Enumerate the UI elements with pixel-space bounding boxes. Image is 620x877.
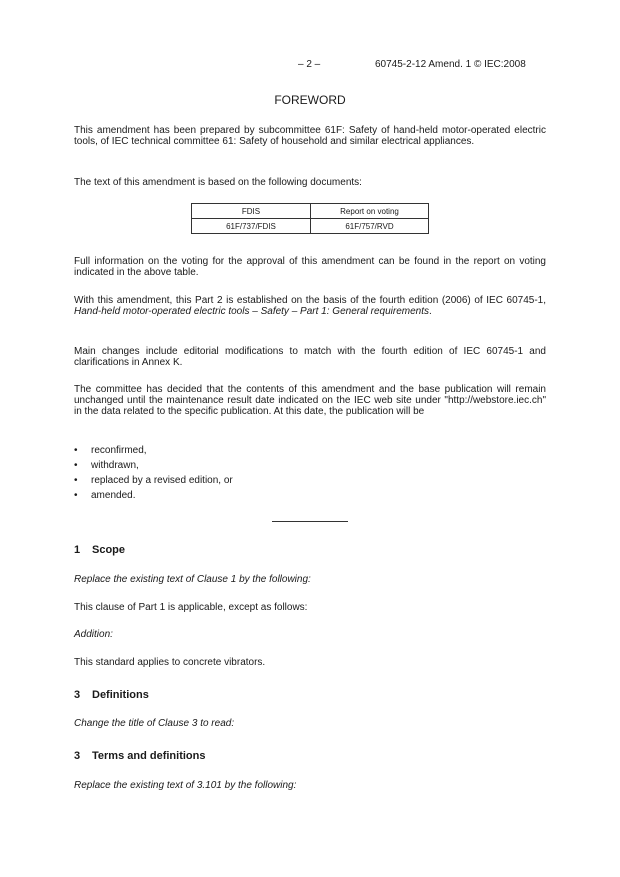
table-header-row (192, 204, 429, 219)
page-number: – 2 – (298, 59, 321, 70)
paragraph-4-text: With this amendment, this Part 2 is established on the basis of the fourth edition (2006) of IEC 60745-1, (74, 295, 546, 306)
bullet-icon: • (74, 475, 78, 486)
section-number: 3 (74, 689, 81, 701)
table-cell-fdis: 61F/737/FDIS (192, 219, 311, 234)
section-title: Definitions (92, 689, 149, 701)
section-heading-terms (74, 750, 205, 762)
list-item-text: withdrawn, (91, 460, 139, 471)
foreword-paragraph-2: The text of this amendment is based on the following documents: (74, 177, 362, 188)
terms-instruction: Replace the existing text of 3.101 by the following: (74, 780, 297, 791)
section-heading-definitions (74, 689, 149, 701)
paragraph-4-end: . (429, 306, 432, 317)
scope-text: This clause of Part 1 is applicable, except as follows: (74, 602, 308, 613)
section-divider (272, 521, 348, 522)
publication-status-list (74, 445, 374, 505)
foreword-paragraph-3: Full information on the voting for the approval of this amendment can be found in the report on voting indicated in the above table. (74, 256, 546, 278)
bullet-icon: • (74, 490, 78, 501)
list-item-text: reconfirmed, (91, 445, 147, 456)
foreword-paragraph-1: This amendment has been prepared by subcommittee 61F: Safety of hand-held motor-operated electric tools, of IEC technical committee 61: Safety of household and similar electrical appliances. (74, 125, 546, 147)
section-number: 1 (74, 544, 81, 556)
voting-documents-table (191, 203, 429, 234)
section-number: 3 (74, 750, 81, 762)
foreword-title: FOREWORD (274, 93, 346, 107)
section-title: Terms and definitions (92, 750, 206, 762)
addition-text: This standard applies to concrete vibrators. (74, 657, 266, 668)
table-row (192, 219, 429, 234)
document-reference: 60745-2-12 Amend. 1 © IEC:2008 (375, 59, 526, 70)
list-item-text: replaced by a revised edition, or (91, 475, 233, 486)
bullet-icon: • (74, 460, 78, 471)
scope-instruction: Replace the existing text of Clause 1 by the following: (74, 574, 311, 585)
base-publication-title: Hand-held motor-operated electric tools – Safety – Part 1: General requirements (74, 306, 429, 317)
foreword-paragraph-6: The committee has decided that the contents of this amendment and the base publication will remain unchanged until the maintenance result date indicated on the IEC web site under "http://webstore.iec.ch" in the data related to the specific publication. At this date, the publication will be (74, 384, 546, 417)
list-item (74, 460, 374, 472)
list-item (74, 490, 374, 502)
bullet-icon: • (74, 445, 78, 456)
foreword-paragraph-5: Main changes include editorial modifications to match with the fourth edition of IEC 60745-1 and clarifications in Annex K. (74, 346, 546, 368)
list-item (74, 445, 374, 457)
list-item-text: amended. (91, 490, 136, 501)
foreword-paragraph-4 (74, 295, 546, 317)
definitions-instruction: Change the title of Clause 3 to read: (74, 718, 235, 729)
table-header-report: Report on voting (311, 204, 429, 219)
table-cell-rvd: 61F/757/RVD (311, 219, 429, 234)
section-heading-scope (74, 544, 125, 556)
table-header-fdis: FDIS (192, 204, 311, 219)
list-item (74, 475, 374, 487)
addition-label: Addition: (74, 629, 113, 640)
section-title: Scope (92, 544, 126, 556)
